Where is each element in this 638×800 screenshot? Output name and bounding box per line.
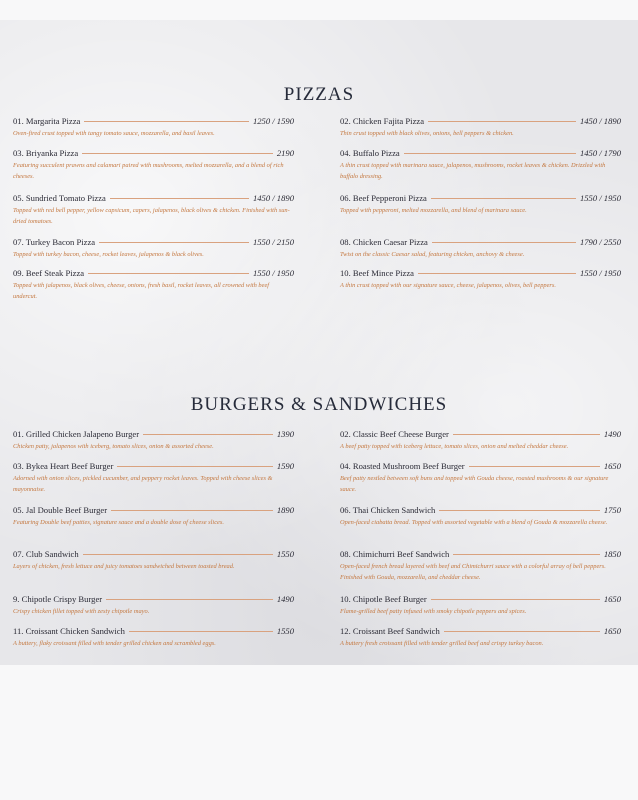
menu-item <box>340 594 621 617</box>
item-description: Twist on the classic Caesar salad, featuring chicken, anchovy & cheese. <box>340 251 525 258</box>
leader-line <box>453 434 600 435</box>
page-bottom-margin <box>0 665 638 800</box>
item-description: Layers of chicken, fresh lettuce and juicy tomatoes sandwiched between toasted bread. <box>13 563 235 570</box>
item-description: Topped with turkey bacon, cheese, rocket leaves, jalapenos & black olives. <box>13 251 204 258</box>
menu-item <box>340 116 621 139</box>
leader-line <box>431 599 600 600</box>
item-description: Topped with pepperoni, melted mozzarella, and blend of marinara sauce. <box>340 207 527 214</box>
item-name: 05. Jal Double Beef Burger <box>13 505 108 515</box>
item-name: 01. Grilled Chicken Jalapeno Burger <box>13 429 140 439</box>
leader-line <box>88 273 249 274</box>
leader-line <box>432 242 576 243</box>
item-description: Thin crust topped with black olives, onions, bell peppers & chicken. <box>340 130 514 137</box>
item-description: Featuring Double beef patties, signature sauce and a double dose of cheese slices. <box>13 519 224 526</box>
leader-line <box>418 273 576 274</box>
item-name: 08. Chimichurri Beef Sandwich <box>340 549 450 559</box>
item-price: 1550 / 2150 <box>252 237 294 247</box>
leader-line <box>431 198 576 199</box>
menu-item <box>340 626 621 649</box>
leader-line <box>82 153 273 154</box>
menu-item <box>340 549 621 583</box>
item-name: 12. Croissant Beef Sandwich <box>340 626 440 636</box>
leader-line <box>117 466 273 467</box>
menu-item <box>13 237 294 260</box>
item-price: 1250 / 1590 <box>252 116 294 126</box>
item-price: 1750 <box>603 505 621 515</box>
item-price: 1650 <box>603 594 621 604</box>
item-description: A thin crust topped with marinara sauce, jalapenos, mushrooms, rocket leaves & chicken. Drizzled with buffalo dressing. <box>340 162 606 180</box>
item-name: 03. Bykea Heart Beef Burger <box>13 461 114 471</box>
item-description: A beef patty topped with iceberg lettuce, tomato slices, onion and melted cheddar cheese. <box>340 443 569 450</box>
leader-line <box>143 434 273 435</box>
leader-line <box>469 466 600 467</box>
menu-item <box>340 505 621 528</box>
item-price: 2190 <box>276 148 294 158</box>
item-price: 1890 <box>276 505 294 515</box>
item-name: 04. Buffalo Pizza <box>340 148 400 158</box>
item-description: Open-faced french bread layered with beef and Chimichurri sauce with a colorful array of bell peppers. Finished with Gouda, mozzarella, and cheddar cheese. <box>340 563 606 581</box>
item-description: Topped with jalapenos, black olives, cheese, onions, fresh basil, rocket leaves, all crowned with beef undercut. <box>13 282 270 300</box>
item-name: 10. Beef Mince Pizza <box>340 268 414 278</box>
menu-item <box>340 429 621 452</box>
item-name: 04. Roasted Mushroom Beef Burger <box>340 461 465 471</box>
item-description: Beef patty nestled between soft buns and topped with Gouda cheese, roasted mushrooms & our signature sauce. <box>340 475 609 493</box>
item-name: 08. Chicken Caesar Pizza <box>340 237 428 247</box>
item-name: 02. Chicken Fajita Pizza <box>340 116 425 126</box>
leader-line <box>99 242 249 243</box>
item-name: 06. Thai Chicken Sandwich <box>340 505 436 515</box>
menu-item <box>13 549 294 572</box>
item-price: 1450 / 1790 <box>579 148 621 158</box>
item-description: Chicken patty, jalapenos with iceberg, tomato slices, onion & assorted cheese. <box>13 443 214 450</box>
leader-line <box>111 510 273 511</box>
leader-line <box>110 198 249 199</box>
menu-item <box>13 594 294 617</box>
item-name: 06. Beef Pepperoni Pizza <box>340 193 427 203</box>
item-name: 11. Croissant Chicken Sandwich <box>13 626 125 636</box>
menu-item <box>13 429 294 452</box>
item-name: 07. Club Sandwich <box>13 549 79 559</box>
item-description: A buttery, flaky croissant filled with tender grilled chicken and scrambled eggs. <box>13 640 216 647</box>
menu-item <box>340 237 621 260</box>
leader-line <box>106 599 273 600</box>
menu-item <box>340 461 621 495</box>
item-description: Topped with red bell pepper, yellow capsicum, capers, jalapenos, black olives & chicken. Finished with sun-dried tomatoes. <box>13 207 290 225</box>
item-name: 10. Chipotle Beef Burger <box>340 594 427 604</box>
item-name: 05. Sundried Tomato Pizza <box>13 193 106 203</box>
burgers-heading: BURGERS & SANDWICHES <box>190 394 448 415</box>
leader-line <box>84 121 249 122</box>
item-price: 1490 <box>603 429 621 439</box>
item-price: 1550 / 1950 <box>579 268 621 278</box>
item-price: 1590 <box>276 461 294 471</box>
pizzas-heading: PIZZAS <box>283 84 355 105</box>
item-description: Featuring succulent prawns and calamari paired with mushrooms, melted mozzarella, and a blend of rich cheeses. <box>13 162 284 180</box>
item-description: Open-faced ciabatta bread. Topped with assorted vegetable with a blend of Gouda & mozzarella cheese. <box>340 519 608 526</box>
item-price: 1850 <box>603 549 621 559</box>
item-name: 02. Classic Beef Cheese Burger <box>340 429 449 439</box>
item-name: 03. Briyanka Pizza <box>13 148 79 158</box>
item-price: 1550 <box>276 549 294 559</box>
item-price: 1790 / 2550 <box>579 237 621 247</box>
page-top-margin <box>0 0 638 20</box>
item-description: A buttery fresh croissant filled with tender grilled beef and crispy turkey bacon. <box>340 640 544 647</box>
menu-item <box>13 193 294 227</box>
item-price: 1390 <box>276 429 294 439</box>
item-price: 1650 <box>603 461 621 471</box>
item-description: A thin crust topped with our signature sauce, cheese, jalapenos, olives, bell peppers. <box>340 282 557 289</box>
menu-item <box>13 268 294 302</box>
menu-item <box>13 148 294 182</box>
item-name: 9. Chipotle Crispy Burger <box>13 594 103 604</box>
menu-item <box>13 461 294 495</box>
item-price: 1550 <box>276 626 294 636</box>
item-description: Crispy chicken fillet topped with zesty chipotle mayo. <box>13 608 150 615</box>
item-name: 07. Turkey Bacon Pizza <box>13 237 96 247</box>
menu-item <box>340 193 621 216</box>
item-description: Oven-fired crust topped with tangy tomato sauce, mozzarella, and basil leaves. <box>13 130 215 137</box>
menu-item <box>340 268 621 291</box>
item-price: 1550 / 1950 <box>252 268 294 278</box>
item-price: 1650 <box>603 626 621 636</box>
menu-item <box>13 505 294 528</box>
item-description: Flame-grilled beef patty infused with smoky chipotle peppers and spices. <box>340 608 527 615</box>
leader-line <box>83 554 273 555</box>
leader-line <box>444 631 600 632</box>
leader-line <box>439 510 600 511</box>
leader-line <box>129 631 273 632</box>
item-name: 09. Beef Steak Pizza <box>13 268 85 278</box>
leader-line <box>453 554 600 555</box>
item-price: 1450 / 1890 <box>252 193 294 203</box>
leader-line <box>428 121 576 122</box>
menu-item <box>13 116 294 139</box>
item-price: 1550 / 1950 <box>579 193 621 203</box>
leader-line <box>404 153 576 154</box>
menu-item <box>13 626 294 649</box>
item-description: Adorned with onion slices, pickled cucumber, and peppery rocket leaves. Topped with cheese slices & mayonnaise. <box>13 475 273 493</box>
item-price: 1450 / 1890 <box>579 116 621 126</box>
item-price: 1490 <box>276 594 294 604</box>
item-name: 01. Margarita Pizza <box>13 116 81 126</box>
menu-item <box>340 148 621 182</box>
